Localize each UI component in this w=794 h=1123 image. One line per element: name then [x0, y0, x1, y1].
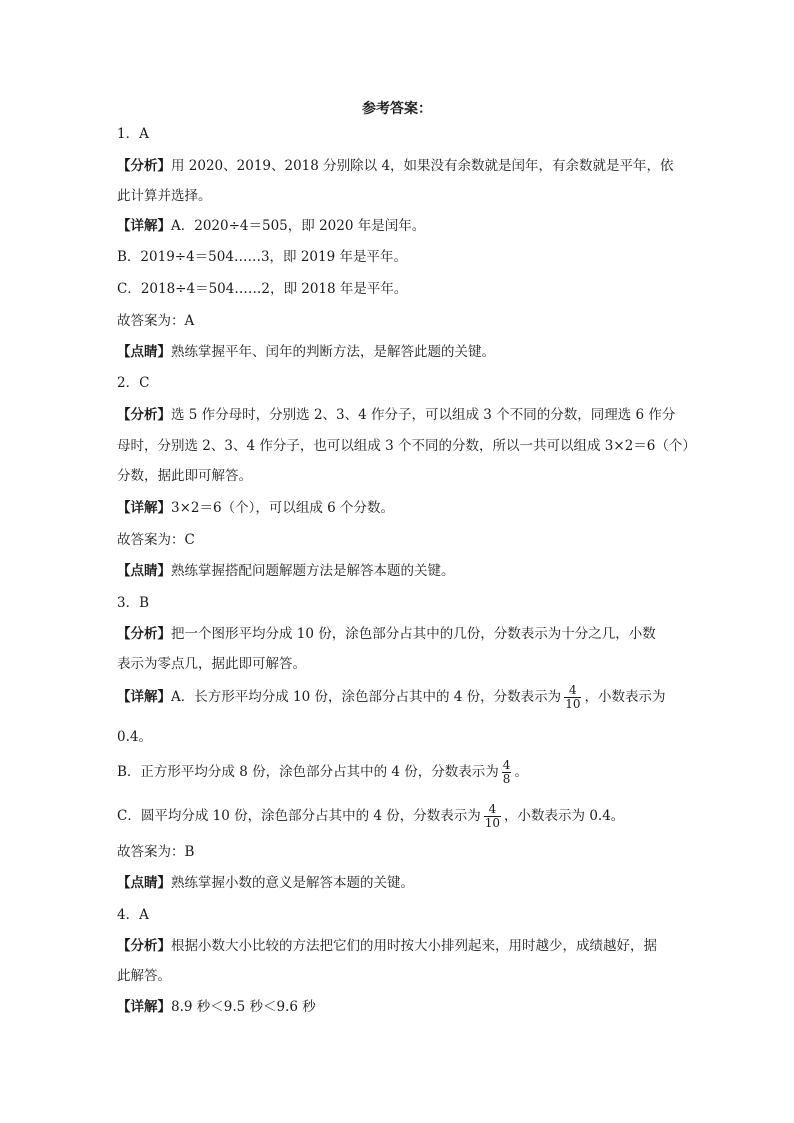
fraction-denominator: 8 — [502, 772, 511, 786]
q3-analysis-line-2: 表示为零点几，据此即可解答。 — [117, 656, 306, 672]
detail-text: 3×2＝6（个），可以组成 6 个分数。 — [171, 500, 395, 516]
q2-analysis-line-2: 母时，分别选 2、3、4 作分子，也可以组成 3 个不同的分数，所以一共可以组成 3×2＝6（个） — [117, 438, 696, 454]
analysis-text: 用 2020、2019、2018 分别除以 4，如果没有余数就是闰年，有余数就是平年，依 — [171, 158, 674, 174]
q3-detail-a — [117, 684, 665, 711]
q1-analysis-line-2: 此计算并选择。 — [117, 188, 212, 204]
fraction-4-10 — [564, 684, 581, 711]
detail-text-tail: 。 — [514, 764, 528, 780]
detail-tag: 【详解】 — [117, 689, 171, 705]
fraction-denominator: 10 — [484, 816, 501, 830]
detail-text: C．圆平均分成 10 份，涂色部分占其中的 4 份，分数表示为 — [117, 808, 481, 824]
analysis-tag: 【分析】 — [117, 626, 171, 642]
analysis-tag: 【分析】 — [117, 407, 171, 423]
q3-detail-c — [117, 803, 624, 830]
analysis-text: 选 5 作分母时，分别选 2、3、4 作分子，可以组成 3 个不同的分数，同理选 6 作分 — [171, 407, 676, 423]
q1-detail-b: B．2019÷4＝504……3，即 2019 年是平年。 — [117, 249, 407, 265]
q3-label: 3．B — [117, 595, 150, 611]
fraction-numerator: 4 — [502, 758, 511, 772]
q3-detail-b — [117, 759, 528, 786]
detail-text: B．正方形平均分成 8 份，涂色部分占其中的 4 份，分数表示为 — [117, 764, 499, 780]
point-text: 熟练掌握小数的意义是解答本题的关键。 — [171, 875, 414, 891]
point-tag: 【点睛】 — [117, 344, 171, 360]
q1-point — [117, 342, 495, 362]
point-text: 熟练掌握平年、闰年的判断方法，是解答此题的关键。 — [171, 344, 495, 360]
analysis-tag: 【分析】 — [117, 158, 171, 174]
analysis-text: 根据小数大小比较的方法把它们的用时按大小排列起来，用时越少，成绩越好，据 — [171, 938, 657, 954]
detail-text-tail: ，小数表示为 0.4。 — [504, 808, 625, 824]
fraction-numerator: 4 — [484, 803, 501, 817]
fraction-4-8 — [502, 759, 512, 786]
fraction-denominator: 10 — [565, 697, 581, 711]
fraction-4-10 — [484, 803, 501, 830]
q3-detail-a-cont: 0.4。 — [117, 729, 152, 745]
q2-analysis-line-1 — [117, 405, 675, 425]
detail-tag: 【详解】 — [117, 999, 171, 1015]
detail-tag: 【详解】 — [117, 500, 171, 516]
q3-answer: 故答案为：B — [117, 844, 195, 860]
point-tag: 【点睛】 — [117, 875, 171, 891]
q1-detail-c: C．2018÷4＝504……2，即 2018 年是平年。 — [117, 281, 408, 297]
q4-detail — [117, 997, 316, 1017]
q4-label: 4．A — [117, 907, 149, 923]
q4-analysis-line-1 — [117, 936, 657, 956]
analysis-tag: 【分析】 — [117, 938, 171, 954]
q3-point — [117, 873, 414, 893]
q2-answer: 故答案为：C — [117, 532, 195, 548]
q1-analysis-line-1 — [117, 156, 674, 176]
page-title: 参考答案： — [362, 101, 432, 117]
detail-text: A．2020÷4＝505，即 2020 年是闰年。 — [171, 218, 426, 234]
point-tag: 【点睛】 — [117, 563, 171, 579]
q2-analysis-line-3: 分数，据此即可解答。 — [117, 468, 252, 484]
q1-detail-a — [117, 216, 425, 236]
detail-text: 8.9 秒＜9.5 秒＜9.6 秒 — [171, 999, 316, 1015]
point-text: 熟练掌握搭配问题解题方法是解答本题的关键。 — [171, 563, 455, 579]
fraction-numerator: 4 — [564, 684, 581, 698]
detail-text: A．长方形平均分成 10 份，涂色部分占其中的 4 份，分数表示为 — [171, 689, 562, 705]
q2-detail — [117, 498, 394, 518]
analysis-text: 把一个图形平均分成 10 份，涂色部分占其中的几份，分数表示为十分之几，小数 — [171, 626, 656, 642]
q1-label: 1．A — [117, 126, 149, 142]
detail-text-tail: ，小数表示为 — [584, 689, 666, 705]
detail-tag: 【详解】 — [117, 218, 171, 234]
q3-analysis-line-1 — [117, 624, 656, 644]
q2-label: 2．C — [117, 375, 150, 391]
q4-analysis-line-2: 此解答。 — [117, 968, 171, 984]
q1-answer: 故答案为：A — [117, 313, 195, 329]
q2-point — [117, 561, 455, 581]
